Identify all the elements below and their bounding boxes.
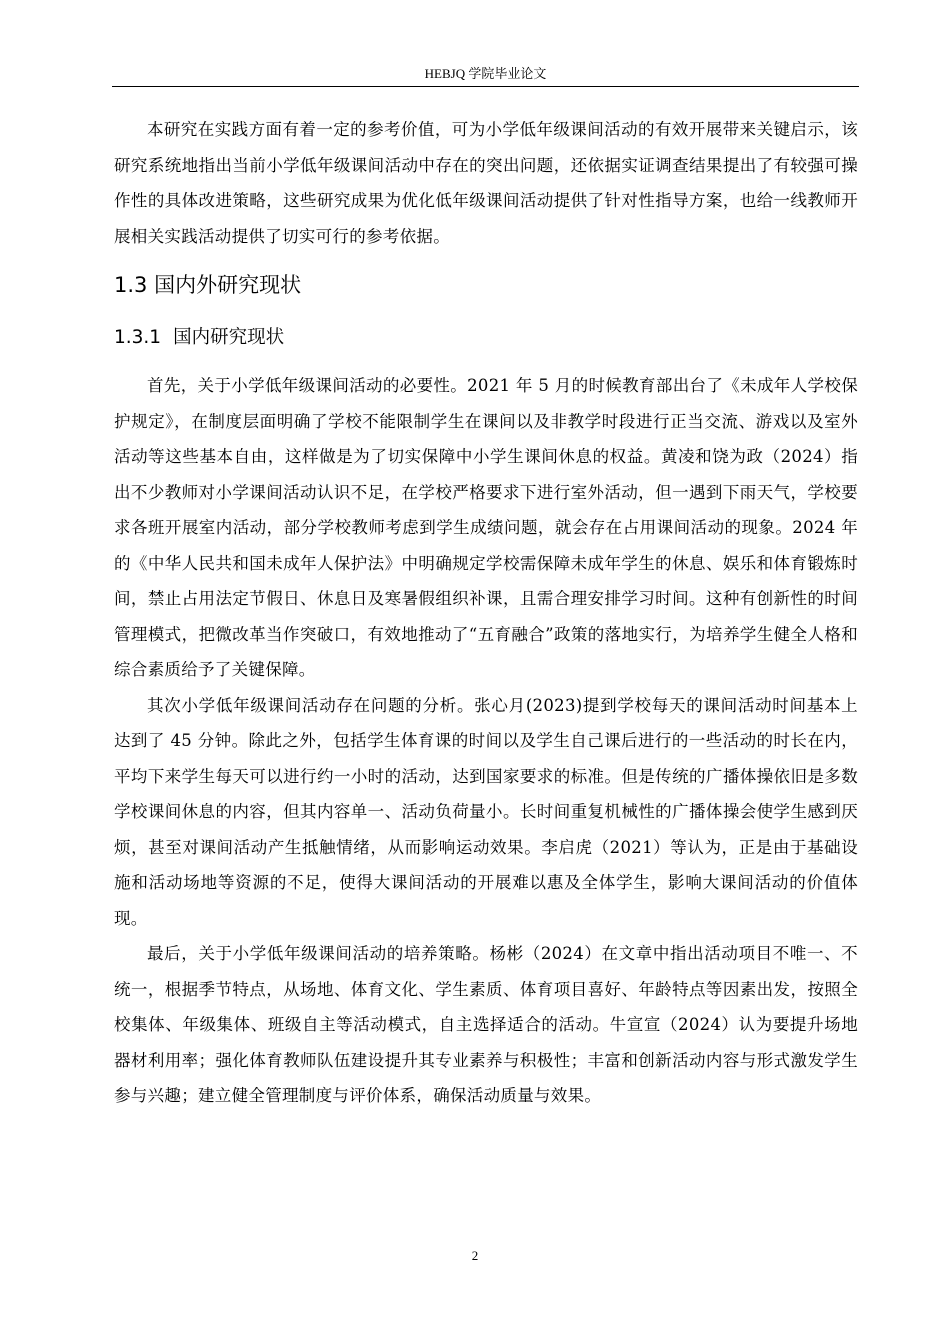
subsection-number: 1.3.1 xyxy=(114,327,162,348)
page-number: 2 xyxy=(471,1248,479,1263)
paragraph-strategies: 最后，关于小学低年级课间活动的培养策略。杨彬（2024）在文章中指出活动项目不唯一、不统一，根据季节特点，从场地、体育文化、学生素质、体育项目喜好、年龄特点等因素出发，按照全校集体、年级集体、班级自主等活动模式，自主选择适合的活动。牛宣宣（2024）认为要提升场地器材利用率；强化体育教师队伍建设提升其专业素养与积极性；丰富和创新活动内容与形式激发学生参与兴趣；建立健全管理制度与评价体系，确保活动质量与效果。 xyxy=(114,944,858,1105)
section-heading: 1.3 国内外研究现状 xyxy=(114,273,302,297)
intro-paragraph: 本研究在实践方面有着一定的参考价值，可为小学低年级课间活动的有效开展带来关键启示，该研究系统地指出当前小学低年级课间活动中存在的突出问题，还依据实证调查结果提出了有较强可操作性的具体改进策略，这些研究成果为优化低年级课间活动提供了针对性指导方案，也给一线教师开展相关实践活动提供了切实可行的参考依据。 xyxy=(114,120,858,246)
subsection-title: 国内研究现状 xyxy=(173,327,285,348)
page-body xyxy=(114,112,858,1114)
subsection-heading xyxy=(114,318,858,358)
header-divider xyxy=(112,86,859,87)
page-header: HEBJQ 学院毕业论文 xyxy=(424,66,547,81)
paragraph-problems: 其次小学低年级课间活动存在问题的分析。张心月(2023)提到学校每天的课间活动时间基本上达到了 45 分钟。除此之外，包括学生体育课的时间以及学生自己课后进行的一些活动的时长在内，平均下来学生每天可以进行约一小时的活动，达到国家要求的标准。但是传统的广播体操依旧是多数学校课间休息的内容，但其内容单一、活动负荷量小。长时间重复机械性的广播体操会使学生感到厌烦，甚至对课间活动产生抵触情绪，从而影响运动效果。李启虎（2021）等认为，正是由于基础设施和活动场地等资源的不足，使得大课间活动的开展难以惠及全体学生，影响大课间活动的价值体现。 xyxy=(114,695,858,928)
paragraph-necessity: 首先，关于小学低年级课间活动的必要性。2021 年 5 月的时候教育部出台了《未成年人学校保护规定》，在制度层面明确了学校不能限制学生在课间以及非教学时段进行正当交流、游戏以及室外活动等这些基本自由，这样做是为了切实保障中小学生课间休息的权益。黄凌和饶为政（2024）指出不少教师对小学课间活动认识不足，在学校严格要求下进行室外活动，但一遇到下雨天气，学校要求各班开展室内活动，部分学校教师考虑到学生成绩问题，就会存在占用课间活动的现象。2024 年的《中华人民共和国未成年人保护法》中明确规定学校需保障未成年学生的休息、娱乐和体育锻炼时间，禁止占用法定节假日、休息日及寒暑假组织补课，且需合理安排学习时间。这种有创新性的时间管理模式，把微改革当作突破口，有效地推动了“五育融合”政策的落地实行，为培养学生健全人格和综合素质给予了关键保障。 xyxy=(114,376,858,679)
